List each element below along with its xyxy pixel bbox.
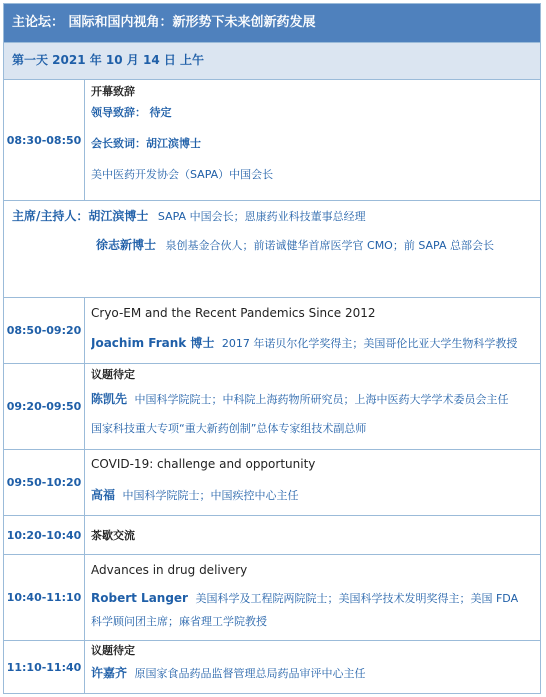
session-topic: Advances in drug delivery	[91, 563, 248, 577]
time-slot: 09:20-09:50	[4, 364, 85, 449]
agenda-row	[4, 554, 540, 640]
leader-label: 领导致辞：	[91, 106, 146, 119]
agenda-row	[4, 640, 540, 693]
speaker-title-2: 国家科技重大专项“重大新药创制”总体专家组技术副总师	[91, 422, 367, 435]
chair-line	[91, 130, 534, 158]
chair-name: 胡江滨博士	[146, 137, 201, 150]
speaker-name: Joachim Frank 博士	[91, 336, 215, 350]
host1-title: SAPA 中国会长；恩康药业科技董事总经理	[157, 210, 366, 223]
session-topic: Cryo-EM and the Recent Pandemics Since 2012	[91, 306, 376, 320]
host1-line	[12, 205, 532, 231]
session-content	[85, 80, 540, 200]
agenda-table	[3, 3, 541, 694]
time-slot: 10:40-11:10	[4, 555, 85, 640]
break-row	[4, 515, 540, 554]
speaker-title: 原国家食品药品监督管理总局药品审评中心主任	[134, 667, 366, 680]
host-row	[4, 200, 540, 297]
host-label: 主席/主持人：	[12, 209, 89, 223]
host2-title: 泉创基金合伙人；前诺诚健华首席医学官 CMO；前 SAPA 总部会长	[165, 239, 494, 252]
forum-title: 主论坛： 国际和国内视角：新形势下未来创新药发展	[4, 4, 540, 42]
session-topic: COVID-19: challenge and opportunity	[91, 457, 316, 471]
speaker-name: 高福	[91, 488, 116, 502]
time-slot: 08:30-08:50	[4, 80, 85, 200]
session-content	[85, 364, 540, 449]
agenda-row	[4, 449, 540, 515]
time-slot: 10:20-10:40	[4, 516, 85, 554]
session-topic: 开幕致辞	[91, 85, 135, 98]
speaker-title-2: 科学顾问团主席；麻省理工学院教授	[91, 615, 267, 628]
time-slot: 09:50-10:20	[4, 450, 85, 515]
host2-line	[12, 231, 532, 259]
host2-name: 徐志新博士	[96, 238, 157, 252]
speaker-title: 中国科学院院士；中科院上海药物所研究员；上海中医药大学学术委员会主任	[134, 393, 509, 406]
speaker-title: 2017 年诺贝尔化学奖得主；美国哥伦比亚大学生物科学教授	[221, 337, 518, 350]
session-topic: 议题待定	[91, 368, 135, 381]
agenda-row	[4, 79, 540, 200]
speaker-line	[91, 388, 534, 416]
speaker-line	[91, 585, 534, 611]
time-slot: 11:10-11:40	[4, 641, 85, 693]
chair-label: 会长致词：	[91, 137, 146, 150]
speaker-name: Robert Langer	[91, 591, 188, 605]
session-topic: 茶歇交流	[91, 529, 135, 542]
session-content	[85, 516, 540, 554]
session-content	[85, 555, 540, 640]
agenda-row	[4, 363, 540, 449]
day-label: 第一天 2021 年 10 月 14 日 上午	[12, 53, 205, 67]
leader-line	[91, 102, 534, 130]
session-content	[85, 641, 540, 693]
time-slot: 08:50-09:20	[4, 298, 85, 363]
speaker-line	[91, 661, 534, 687]
agenda-row	[4, 297, 540, 363]
speaker-title: 中国科学院院士；中国疾控中心主任	[122, 489, 299, 502]
session-topic: 议题待定	[91, 644, 135, 657]
host-content	[4, 201, 540, 297]
chair-title: 美中医药开发协会（SAPA）中国会长	[91, 168, 274, 181]
speaker-line	[91, 328, 534, 358]
session-content	[85, 298, 540, 363]
session-content	[85, 450, 540, 515]
speaker-name: 陈凯先	[91, 392, 128, 406]
speaker-line	[91, 480, 534, 510]
day-heading	[4, 42, 540, 79]
leader-value: 待定	[149, 106, 172, 119]
host1-name: 胡江滨博士	[88, 209, 149, 223]
speaker-title: 美国科学及工程院两院院士；美国科学技术发明奖得主；美国 FDA	[195, 592, 519, 605]
speaker-name: 许嘉齐	[91, 666, 128, 680]
